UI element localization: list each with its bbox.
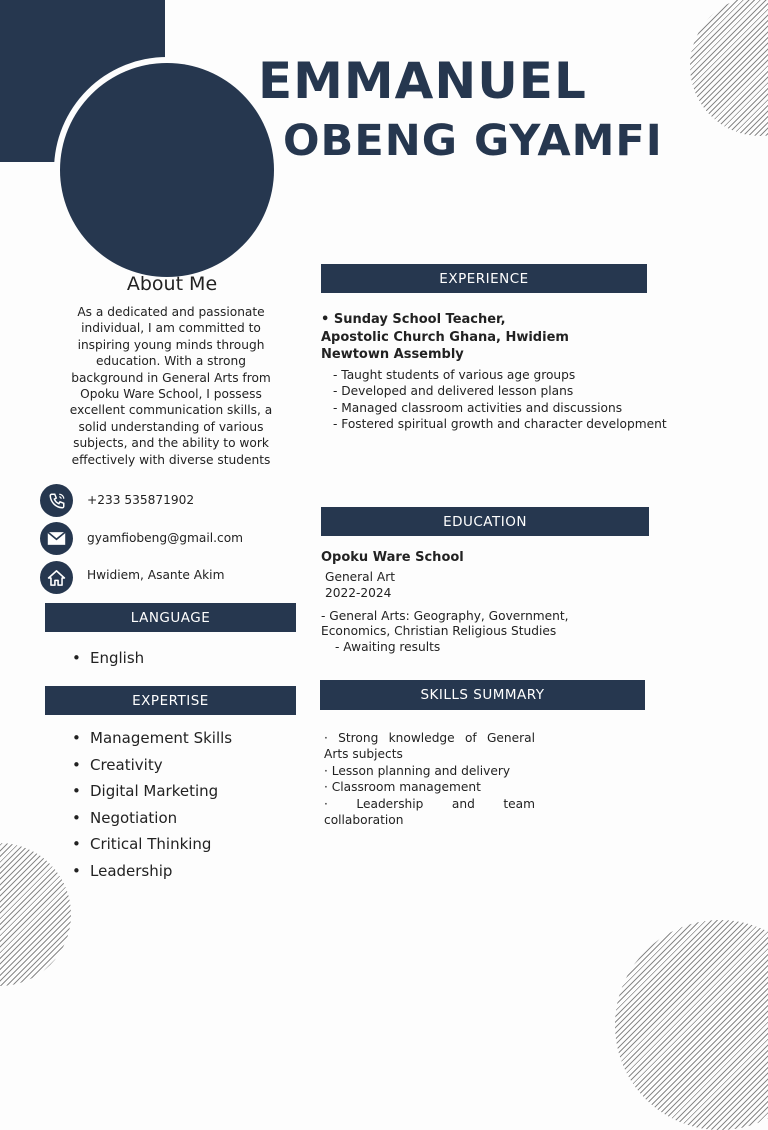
about-title: About Me — [126, 273, 218, 295]
education-header: EDUCATION — [321, 507, 649, 536]
phone-text[interactable]: +233 535871902 — [87, 493, 195, 507]
skills-header: SKILLS SUMMARY — [320, 680, 645, 710]
job-duties — [333, 367, 667, 433]
education-details: - General Arts: Geography, Government, — [321, 609, 569, 623]
list-item: • Leadership — [72, 862, 232, 889]
duty-item: - Developed and delivered lesson plans — [333, 384, 574, 399]
list-item: • Management Skills — [72, 729, 232, 756]
striped-circle-bottom-left — [0, 843, 71, 986]
duty-item: - Fostered spiritual growth and character development — [333, 417, 667, 432]
list-item: · Lesson planning and delivery — [324, 763, 511, 778]
home-icon — [40, 561, 73, 594]
duty-item: - Managed classroom activities and discussions — [333, 400, 623, 415]
list-item: · Strong knowledge of General Arts subjects — [324, 731, 535, 762]
email-link[interactable]: gyamfiobeng@gmail.com — [87, 531, 244, 545]
list-item: • Creativity — [72, 756, 232, 783]
years-attended: 2022-2024 — [325, 586, 392, 600]
list-item: · Classroom management — [324, 780, 481, 795]
education-details: Economics, Christian Religious Studies — [321, 624, 557, 638]
striped-circle-bottom-right — [615, 920, 768, 1130]
education-status: - Awaiting results — [335, 640, 441, 654]
last-name: OBENG GYAMFI — [283, 116, 663, 166]
address-text: Hwidiem, Asante Akim — [87, 568, 225, 582]
envelope-icon — [40, 522, 73, 555]
list-item: • Negotiation — [72, 809, 232, 836]
list-item: • English — [72, 649, 144, 667]
first-name: EMMANUEL — [258, 52, 587, 110]
striped-circle-top-right — [690, 0, 768, 136]
about-text: As a dedicated and passionate individual, I am committed to inspiring young minds through education. With a strong background in General Arts from Opoku Ware School, I possess excellent communication skills, a solid understanding of various subjects, and the ability to work effectively with diverse students — [69, 305, 273, 467]
phone-icon — [40, 484, 73, 517]
language-header: LANGUAGE — [45, 603, 296, 632]
experience-header: EXPERIENCE — [321, 264, 647, 293]
job-title: • Sunday School Teacher, Apostolic Church Ghana, Hwidiem Newtown Assembly — [321, 312, 569, 362]
list-item: • Digital Marketing — [72, 782, 232, 809]
profile-photo-circle — [60, 63, 274, 277]
expertise-header: EXPERTISE — [45, 686, 296, 715]
expertise-list — [72, 729, 232, 888]
skills-list — [324, 730, 535, 828]
list-item: • Critical Thinking — [72, 835, 232, 862]
duty-item: - Taught students of various age groups — [333, 368, 576, 382]
school-name: Opoku Ware School — [321, 550, 464, 565]
program-name: General Art — [325, 570, 396, 584]
language-list — [72, 649, 144, 667]
list-item: · Leadership and team collaboration — [324, 796, 535, 828]
